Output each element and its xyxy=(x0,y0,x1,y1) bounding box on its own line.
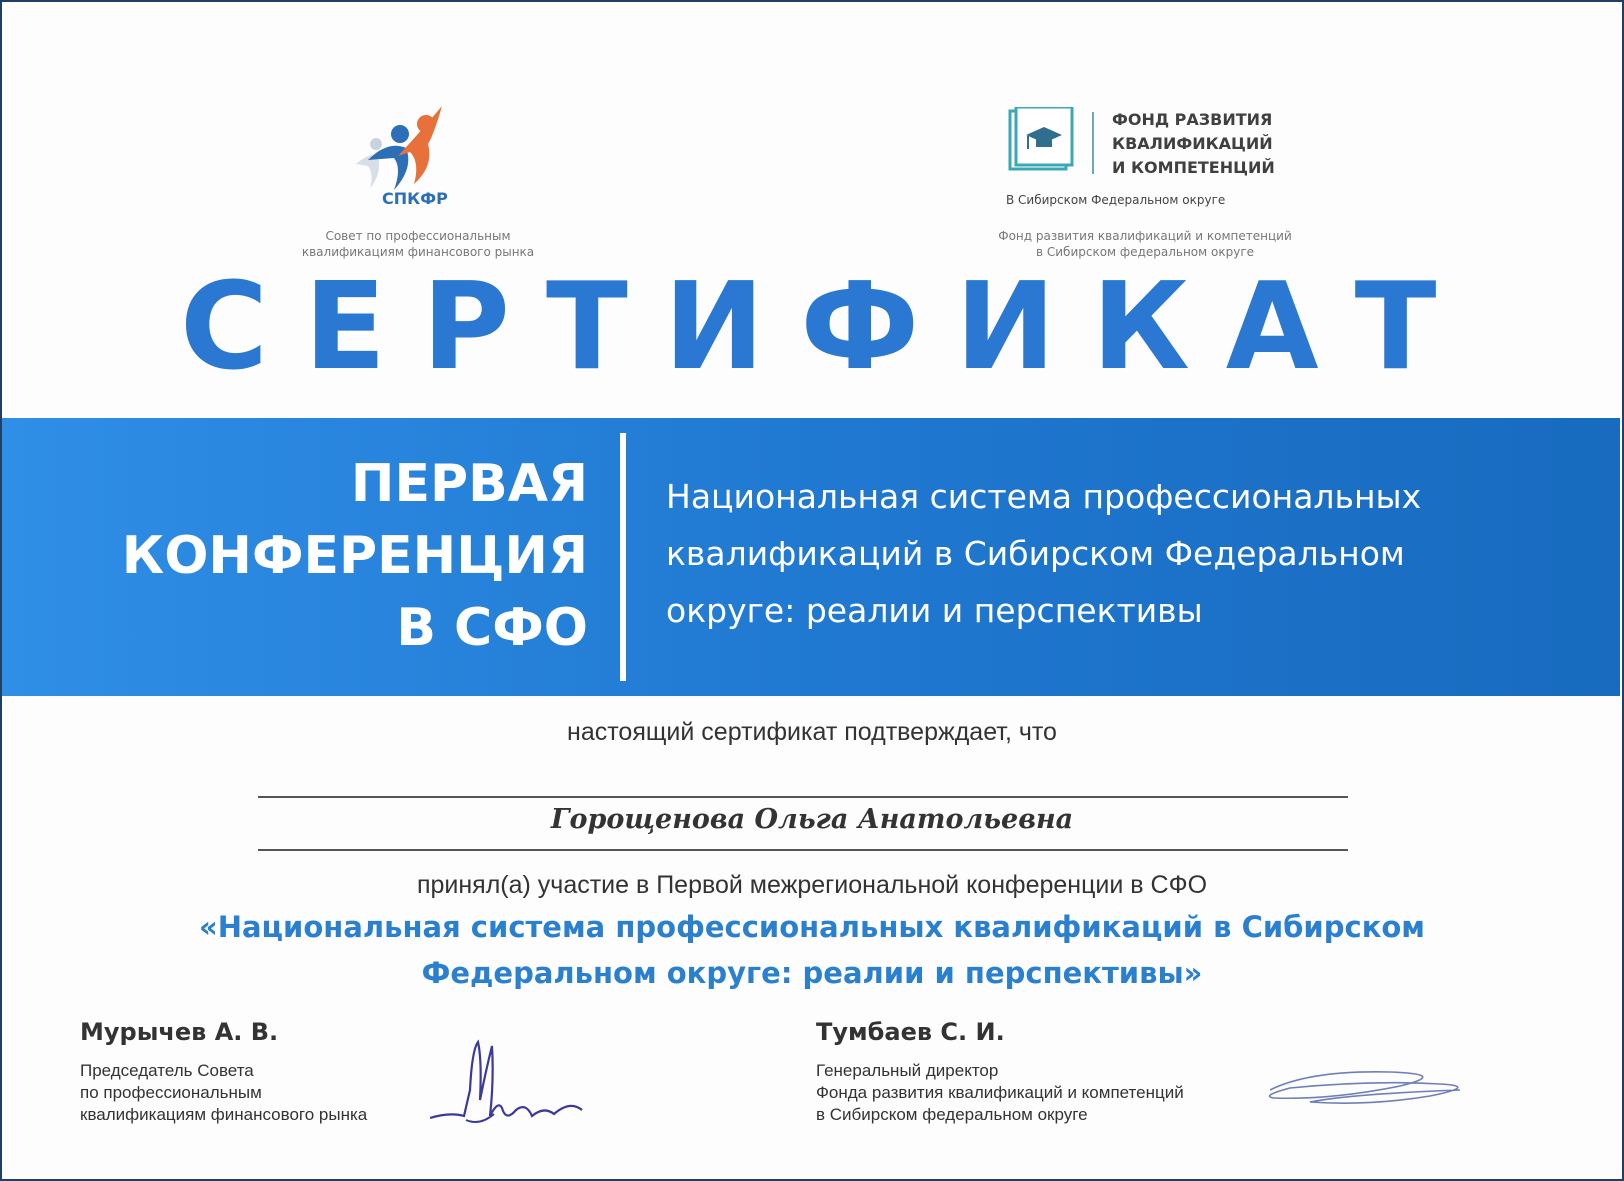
spkfr-logo-text: СПКФР xyxy=(382,189,448,208)
conference-title: «Национальная система профессиональных квалификаций в Сибирском Федеральном округе: реалии и перспективы» xyxy=(198,910,1425,990)
banner-divider xyxy=(620,433,626,681)
signatory-position-2: Генеральный директор Фонда развития квалификаций и компетенций в Сибирском федеральном округе xyxy=(816,1061,1184,1124)
fund-logo xyxy=(1006,107,1076,173)
fund-caption: Фонд развития квалификаций и компетенций в Сибирском федеральном округе xyxy=(998,229,1292,259)
name-line-bottom xyxy=(258,849,1348,851)
confirm-text: настоящий сертификат подтверждает, что xyxy=(567,718,1057,746)
participation-text: принял(а) участие в Первой межрегиональной конференции в СФО xyxy=(416,871,1208,899)
certificate-title: СЕРТИФИКАТ xyxy=(180,258,1473,397)
fund-logo-subtitle: В Сибирском Федеральном округе xyxy=(1006,193,1226,207)
name-line-top xyxy=(258,796,1348,798)
signatory-position-1: Председатель Совета по профессиональным квалификациям финансового рынка xyxy=(80,1061,368,1124)
banner-left-heading: ПЕРВАЯ КОНФЕРЕНЦИЯ В СФО xyxy=(121,454,588,658)
spkfr-caption: Совет по профессиональным квалификациям финансового рынка xyxy=(301,229,535,259)
signatory-name-2: Тумбаев С. И. xyxy=(816,1018,1005,1046)
signature-2 xyxy=(1250,1050,1490,1130)
banner-right-text: Национальная система профессиональных квалификаций в Сибирском Федеральном округе: реалии и перспективы xyxy=(666,477,1422,630)
recipient-name: Горощенова Ольга Анатольевна xyxy=(550,804,1074,835)
fund-logo-title: ФОНД РАЗВИТИЯ КВАЛИФИКАЦИЙ И КОМПЕТЕНЦИЙ xyxy=(1112,110,1275,177)
fund-logo-divider xyxy=(1092,112,1094,174)
signature-1 xyxy=(420,1030,590,1130)
signatory-name-1: Мурычев А. В. xyxy=(80,1018,279,1046)
